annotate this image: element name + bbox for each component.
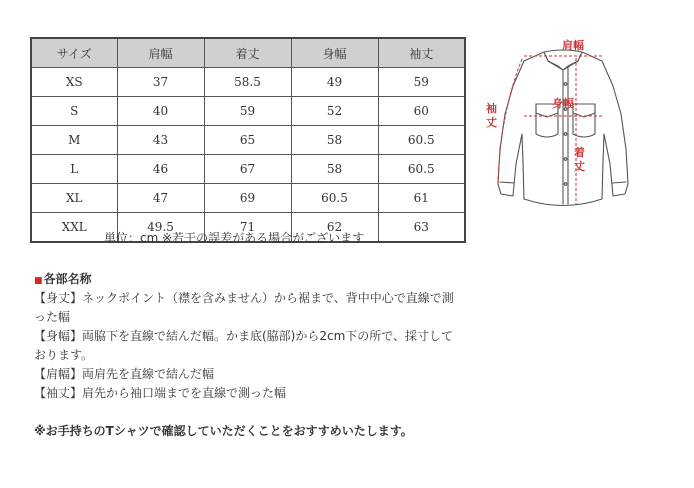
description-item: 【身幅】両脇下を直線で結んだ幅。かま底(脇部)から2cm下の所で、採寸しております。 <box>34 329 454 362</box>
size-table-header-row <box>31 38 465 68</box>
header-shoulder-width: 肩幅 <box>117 38 204 68</box>
label-length-1: 着 <box>574 146 585 159</box>
part-descriptions <box>34 270 464 403</box>
table-cell: 60.5 <box>291 184 378 213</box>
table-row <box>31 68 465 97</box>
table-cell: 60.5 <box>378 155 465 184</box>
description-item: 【身丈】ネックポイント（襟を含みません）から裾まで、背中中心で直線で測った幅 <box>34 291 454 324</box>
label-sleeve-2: 丈 <box>486 116 497 129</box>
shirt-measurement-icon <box>478 34 648 219</box>
table-cell: 37 <box>117 68 204 97</box>
header-sleeve-length: 袖丈 <box>378 38 465 68</box>
label-sleeve-1: 袖 <box>486 102 497 115</box>
size-table <box>30 37 466 243</box>
header-length: 着丈 <box>204 38 291 68</box>
table-cell: M <box>31 126 117 155</box>
table-cell: XL <box>31 184 117 213</box>
table-cell: 49 <box>291 68 378 97</box>
table-cell: 71 <box>204 213 291 243</box>
label-body-width: 身幅 <box>552 97 574 110</box>
table-cell: 65 <box>204 126 291 155</box>
table-cell: 58 <box>291 155 378 184</box>
label-length-2: 丈 <box>574 160 585 173</box>
header-body-width: 身幅 <box>291 38 378 68</box>
table-row <box>31 97 465 126</box>
table-cell: 59 <box>378 68 465 97</box>
table-cell: 58.5 <box>204 68 291 97</box>
description-item: 【肩幅】両肩先を直線で結んだ幅 <box>34 367 215 381</box>
table-cell: 59 <box>204 97 291 126</box>
table-row <box>31 155 465 184</box>
heading-text: 各部名称 <box>43 272 92 286</box>
table-cell: 62 <box>291 213 378 243</box>
label-shoulder-width: 肩幅 <box>562 39 584 52</box>
unit-note: 単位：cm ※若干の誤差がある場合がございます <box>104 231 365 245</box>
table-cell: 49.5 <box>117 213 204 243</box>
table-cell: 52 <box>291 97 378 126</box>
table-cell: 47 <box>117 184 204 213</box>
table-cell: 63 <box>378 213 465 243</box>
table-cell: 67 <box>204 155 291 184</box>
table-cell: 43 <box>117 126 204 155</box>
table-row <box>31 126 465 155</box>
table-cell: 40 <box>117 97 204 126</box>
table-cell: 61 <box>378 184 465 213</box>
descriptions-heading <box>34 270 464 287</box>
header-size: サイズ <box>31 38 117 68</box>
recommend-note: ※お手持ちのTシャツで確認していただくことをおすすめいたします。 <box>34 424 413 438</box>
table-cell: 58 <box>291 126 378 155</box>
table-cell: 60.5 <box>378 126 465 155</box>
heading-marker: ■ <box>34 276 43 286</box>
table-cell: L <box>31 155 117 184</box>
table-cell: 60 <box>378 97 465 126</box>
table-cell: XS <box>31 68 117 97</box>
table-row <box>31 184 465 213</box>
table-cell: 69 <box>204 184 291 213</box>
description-item: 【袖丈】肩先から袖口端までを直線で測った幅 <box>34 386 287 400</box>
table-cell: XXL <box>31 213 117 243</box>
table-cell: 46 <box>117 155 204 184</box>
table-cell: S <box>31 97 117 126</box>
